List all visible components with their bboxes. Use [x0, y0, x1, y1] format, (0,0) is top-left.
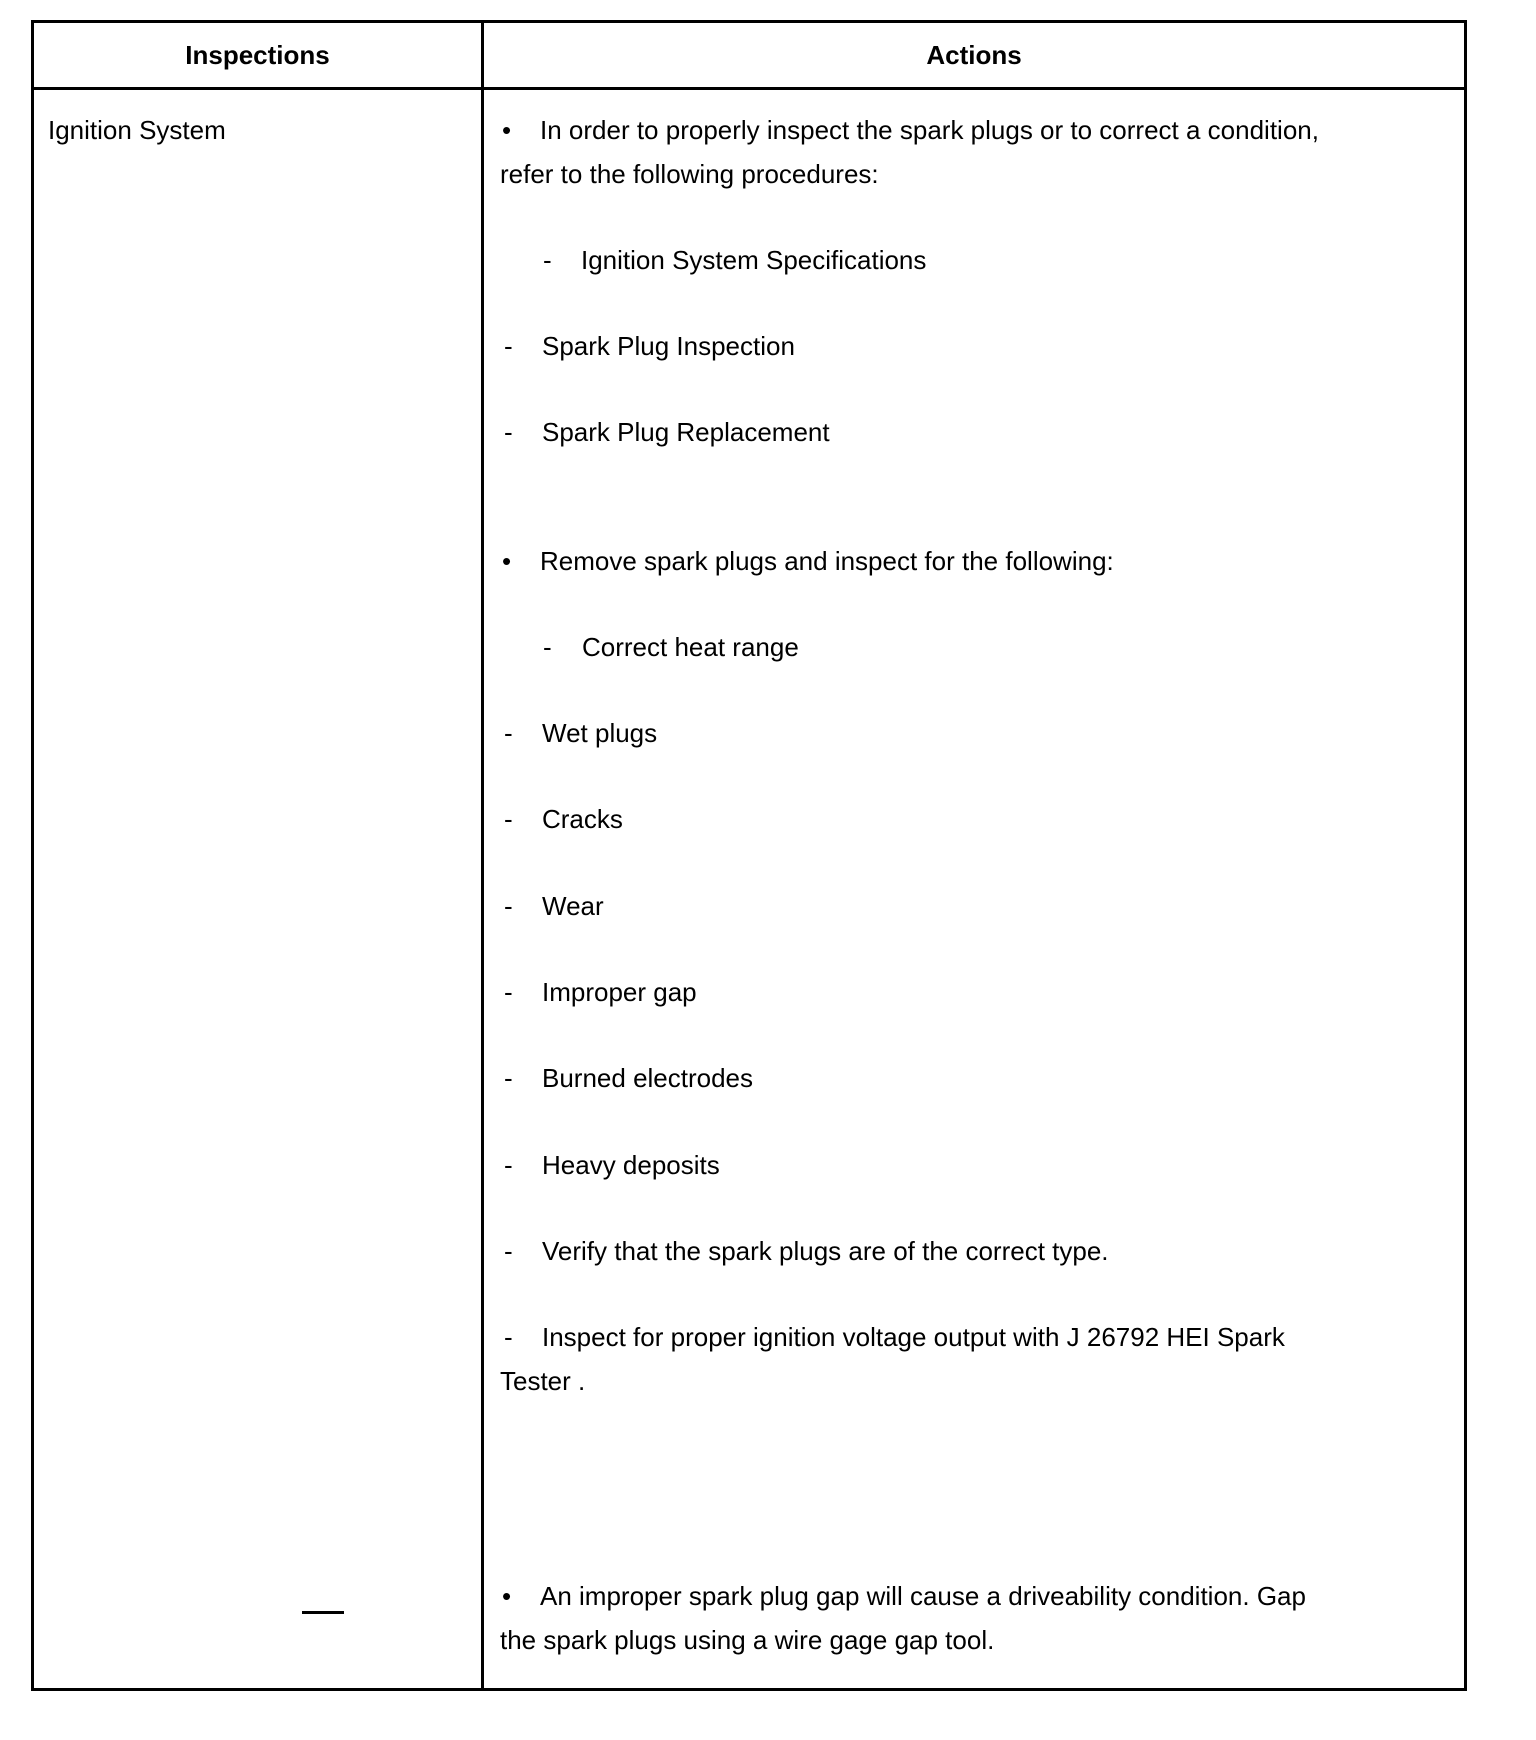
procedure-item: Spark Plug Inspection: [542, 331, 795, 361]
header-actions: Actions: [926, 40, 1022, 70]
bullet-icon: •: [502, 1581, 512, 1611]
inspect-item: Burned electrodes: [542, 1063, 754, 1093]
dash-icon: -: [504, 1150, 513, 1180]
voltage-line-2: Tester .: [500, 1366, 586, 1396]
inspect-item: Wear: [542, 891, 604, 921]
dash-icon: -: [504, 718, 513, 748]
inspect-item: Improper gap: [542, 977, 697, 1007]
dash-icon: -: [504, 804, 513, 834]
column-divider: [481, 20, 484, 1691]
dash-icon: -: [504, 891, 513, 921]
dash-icon: -: [504, 977, 513, 1007]
bullet-icon: •: [502, 546, 512, 576]
dash-icon: -: [504, 331, 513, 361]
header-inspections: Inspections: [185, 40, 330, 70]
dash-icon: -: [543, 245, 552, 275]
remove-heading: Remove spark plugs and inspect for the following:: [540, 546, 1114, 576]
dash-icon: -: [504, 1322, 513, 1352]
dash-icon: -: [543, 632, 552, 662]
procedure-item: Ignition System Specifications: [581, 245, 927, 275]
intro-line-2: refer to the following procedures:: [500, 159, 879, 189]
inspect-item: Cracks: [542, 804, 623, 834]
em-dash-mark: [302, 1611, 344, 1614]
procedure-item: Spark Plug Replacement: [542, 417, 830, 447]
header-rule: [31, 87, 1467, 90]
intro-line-1: In order to properly inspect the spark plugs or to correct a condition,: [540, 115, 1319, 145]
inspect-item: Correct heat range: [582, 632, 799, 662]
dash-icon: -: [504, 1063, 513, 1093]
inspect-item: Verify that the spark plugs are of the correct type.: [542, 1236, 1109, 1266]
bullet-icon: •: [502, 115, 512, 145]
inspect-item: Wet plugs: [542, 718, 658, 748]
dash-icon: -: [504, 1236, 513, 1266]
gap-note-line-1: An improper spark plug gap will cause a driveability condition. Gap: [540, 1581, 1306, 1611]
dash-icon: -: [504, 417, 513, 447]
inspect-item: Heavy deposits: [542, 1150, 720, 1180]
gap-note-line-2: the spark plugs using a wire gage gap tool.: [500, 1625, 995, 1655]
voltage-line-1: Inspect for proper ignition voltage output with J 26792 HEI Spark: [542, 1322, 1285, 1352]
inspection-label: Ignition System: [48, 115, 226, 145]
